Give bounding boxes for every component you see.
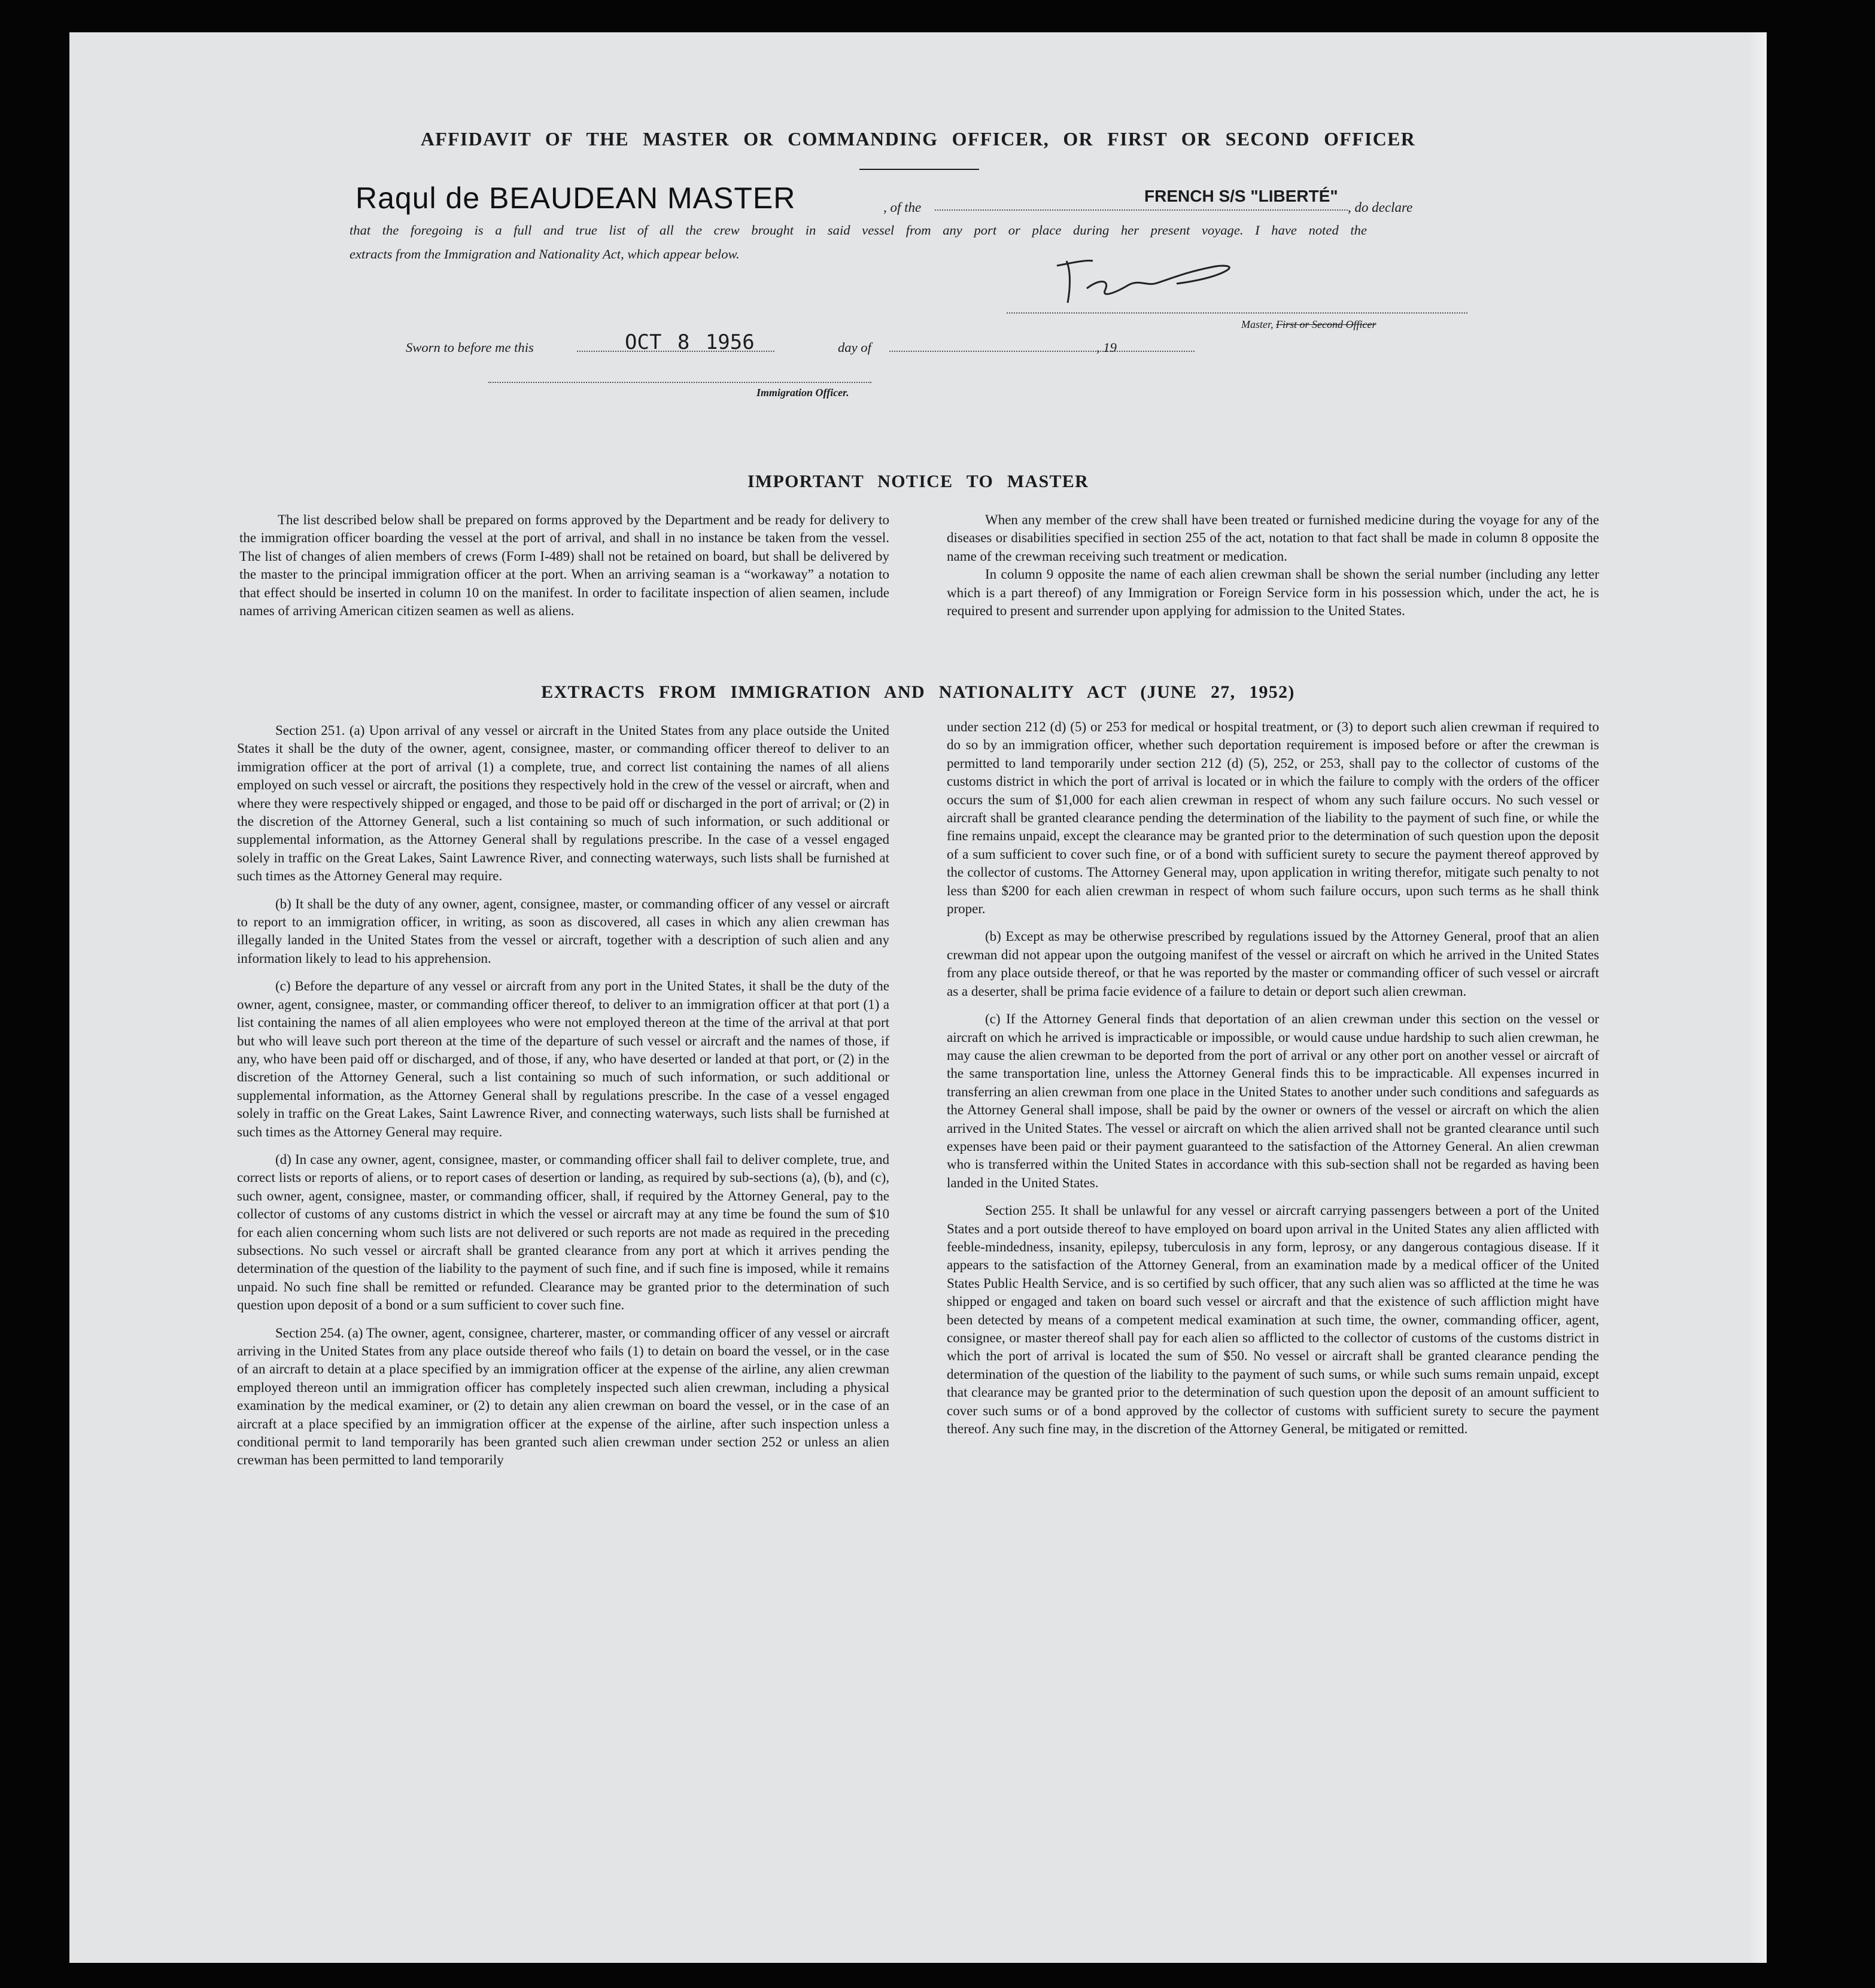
immigration-officer-line: [488, 382, 871, 383]
date-stamp: OCT 8 1956: [625, 330, 755, 354]
section-254-c: (c) If the Attorney General finds that deportation of an alien crewman under this section on the vessel or aircraft on which he arrived is impracticable or impossible, or would cause undue hardship to such alien crewman, he may cause the alien crewman to be deported from the port of arrival or any other port on another vessel or aircraft of the same transportation line, unless the Attorney General finds this to be impracticable. All expenses incurred in transferring an alien crewman from one place in the United States to another under such conditions and safeguards as the Attorney General shall impose, shall be paid by the owner or owners of the vessel or aircraft on which the alien arrived in the United States. The vessel or aircraft on which the alien arrived shall not be granted clearance until such expenses have been paid or their payment guaranteed to the satisfaction of the Attorney General. An alien crewman who is transferred within the United States in accordance with this sub-section shall not be regarded as having been landed in the United States.: [947, 1011, 1599, 1190]
vessel-stamp: FRENCH S/S "LIBERTÉ": [1144, 187, 1338, 205]
notice-title: IMPORTANT NOTICE TO MASTER: [747, 472, 1089, 491]
notice-right-paragraph: In column 9 opposite the name of each alien crewman shall be shown the serial number (including any letter which is a part thereof) of any Immigration or Foreign Service form in his possession which, under the act, he is required to present and surrender upon applying for admission to the United States.: [947, 567, 1599, 619]
master-label-text: Master,: [1241, 318, 1274, 330]
section-254-b: (b) Except as may be otherwise prescribed by regulations issued by the Attorney General, proof that an alien crewman did not appear upon the outgoing manifest of the vessel or aircraft on which he arrived in the United States from any place outside thereof, or that he was reported by the master or commanding officer of such vessel or aircraft as a deserter, shall be prima facie evidence of a failure to detain or deport such alien crewman.: [947, 929, 1599, 999]
master-name-handwritten: Raqul de BEAUDEAN MASTER: [355, 181, 796, 215]
section-251-a: Section 251. (a) Upon arrival of any vessel or aircraft in the United States from any place outside the United States it shall be the duty of the owner, agent, consignee, master, or commanding officer thereof to deliver to an immigration officer at the port of arrival (1) a complete, true, and correct list containing the names of all aliens employed on such vessel or aircraft, the positions they respectively hold in the crew of the vessel or aircraft, when and where they were respectively shipped or engaged, and those to be paid off or discharged in the port of arrival; or (2) in the discretion of the Attorney General, such a list containing so much of such information, or such additional or supplemental information, as the Attorney General shall by regulations prescribe. In the case of a vessel engaged solely in traffic on the Great Lakes, Saint Lawrence River, and connecting waterways, such lists shall be furnished at such times as the Attorney General may require.: [237, 723, 889, 884]
title-rule: [859, 169, 979, 170]
do-declare-label: , do declare: [1348, 200, 1413, 215]
section-254-a: Section 254. (a) The owner, agent, consignee, charterer, master, or commanding officer of any vessel or aircraft arriving in the United States from any place outside thereof who fails (1) to detain on board the vessel, or in the case of an aircraft to detain at a place specified by an immigration officer at the expense of the airline, any alien crewman employed thereon until an immigration officer has completely inspected such alien crewman, including a physical examination by the medical examiner, or (2) to detain any alien crewman on board the vessel, or in the case of an aircraft at a place specified by an immigration officer at the expense of the airline, after such inspection unless a conditional permit to land temporarily has been granted such alien crewman under section 252 or unless an alien crewman has been permitted to land temporarily: [237, 1325, 889, 1468]
section-251-b: (b) It shall be the duty of any owner, agent, consignee, master, or commanding officer of any vessel or aircraft to report to an immigration officer, in writing, as soon as discovered, all cases in which any alien crewman has illegally landed in the United States from the vessel or aircraft, together with a description of such alien and any information likely to lead to his apprehension.: [237, 896, 889, 966]
affidavit-title: AFFIDAVIT OF THE MASTER OR COMMANDING OFFICER, OR FIRST OR SECOND OFFICER: [420, 128, 1416, 150]
master-label: [1241, 318, 1376, 331]
vessel-field-line: [935, 209, 1348, 211]
notice-left-paragraph: The list described below shall be prepared on forms approved by the Department and be ready for delivery to the immigration officer boarding the vessel at the port of arrival, and shall in no instance be taken from the vessel. The list of changes of alien members of crews (Form I-489) shall not be retained on board, but shall be delivered by the master to the principal immigration officer at the port. When an arriving seaman is a “workaway” a notation to that effect should be inserted in column 10 on the manifest. In order to facilitate inspection of alien seamen, include names of arriving American citizen seamen as well as aliens.: [239, 512, 889, 619]
section-251-d: (d) In case any owner, agent, consignee, master, or commanding officer shall fail to deliver complete, true, and correct lists or reports of aliens, or to report cases of desertion or landing, as required by sub-sections (a), (b), and (c), such owner, agent, consignee, master, or commanding officer, shall, if required by the Attorney General, pay to the collector of customs of any customs district in which the vessel or aircraft may at any time be found the sum of $10 for each alien concerning whom such lists are not delivered or such reports are not made as required in the preceding subsections. No such vessel or aircraft shall be granted clearance from any port at which it arrives pending the determination of the question of the liability to the payment of such fine, and if such fine is imposed, while it remains unpaid. No such fine shall be remitted or refunded. Clearance may be granted prior to the determination of such question upon deposit of a bond or a sum sufficient to cover such fine.: [237, 1151, 889, 1313]
day-of-label: day of: [838, 340, 871, 355]
immigration-officer-label: Immigration Officer.: [756, 387, 849, 399]
extracts-left-column: [237, 722, 889, 1470]
month-field-line: [889, 351, 1195, 352]
declaration-line-3: extracts from the Immigration and Nationality Act, which appear below.: [350, 247, 740, 262]
section-254-a-cont: under section 212 (d) (5) or 253 for medical or hospital treatment, or (3) to deport such alien crewman if required to do so by an immigration officer, whether such deportation requirement is imposed before or after the crewman is permitted to land temporarily under section 212 (d) (5), 252, or 253, shall pay to the collector of customs of the customs district in which the port of arrival is located or in which the failure to comply with the orders of the officer occurs the sum of $1,000 for each alien crewman in respect of whom any such failure occurs. No such vessel or aircraft shall be granted clearance pending the determination of the liability to the payment of such fine, or while the fine remains unpaid, except the clearance may be granted prior to the determination of such question upon the deposit of a sum sufficient to cover such fine, or of a bond with sufficient surety to secure the payment thereof approved by the collector of customs. The Attorney General may, upon application in writing therefor, mitigate such penalty to not less than $200 for each alien crewman in respect of whom such failure occurs, upon such terms as he shall think proper.: [947, 719, 1599, 917]
notice-right-column: [947, 511, 1599, 620]
declaration-line-2: that the foregoing is a full and true list of all the crew brought in said vessel from any port or place during her present voyage. I have noted the: [350, 223, 1367, 238]
notice-right-paragraph: When any member of the crew shall have been treated or furnished medicine during the voyage for any of the diseases or disabilities specified in section 255 of the act, notation to that fact shall be made in column 8 opposite the name of the crewman receiving such treatment or medication.: [947, 512, 1599, 564]
year-label: , 19: [1096, 340, 1117, 355]
section-255: Section 255. It shall be unlawful for any vessel or aircraft carrying passengers between a port of the United States and a port outside thereof to have employed on board upon arrival in the United States any alien afflicted with feeble-mindedness, insanity, epilepsy, tuberculosis in any form, leprosy, or any dangerous contagious disease. If it appears to the satisfaction of the Attorney General, from an examination made by a medical officer of the United States Public Health Service, and is so certified by such officer, that any such alien was so afflicted at the time he was shipped or engaged and taken on board such vessel or aircraft and that the existence of such affliction might have been detected by means of a competent medical examination at such time, the owner, commanding officer, agent, consignee, or master thereof shall pay for each alien so afflicted to the collector of customs of the customs district in which the port of arrival is located the sum of $50. No vessel or aircraft shall be granted clearance pending the determination of the question of the liability to the payment of such sums, or while such sums remain unpaid, except that clearance may be granted prior to the determination of such question upon the deposit of an amount sufficient to cover such sums or of a bond approved by the collector of customs with sufficient surety to secure the payment thereof. Any such fine may, in the discretion of the Attorney General, be mitigated or remitted.: [947, 1203, 1599, 1437]
signature-line: [1007, 312, 1467, 314]
first-second-officer-struck: First or Second Officer: [1276, 318, 1376, 330]
of-the-label: , of the: [883, 200, 922, 215]
sworn-label: Sworn to before me this: [406, 340, 534, 355]
notice-left-column: [239, 511, 889, 620]
extracts-title: EXTRACTS FROM IMMIGRATION AND NATIONALITY ACT (JUNE 27, 1952): [541, 682, 1295, 702]
document-sheet: [69, 32, 1767, 1963]
extracts-right-column: [947, 718, 1599, 1438]
section-251-c: (c) Before the departure of any vessel or aircraft from any port in the United States, it shall be the duty of the owner, agent, consignee, master, or commanding officer thereof, to deliver to an immigration officer at that port (1) a list containing the names of all alien employees who were not employed thereon at the time of the arrival at that port but who will leave such port thereon at the time of the departure of such vessel or aircraft and the names of those, if any, who have been paid off or discharged, and of those, if any, who have deserted or landed at that port, or (2) in the discretion of the Attorney General, such a list containing so much of such information, or such additional or supplemental information, as the Attorney General shall by regulations prescribe. In the case of a vessel engaged solely in traffic on the Great Lakes, Saint Lawrence River, and connecting waterways, such lists shall be furnished at such times as the Attorney General may require.: [237, 978, 889, 1139]
signature-icon: [1045, 248, 1248, 320]
